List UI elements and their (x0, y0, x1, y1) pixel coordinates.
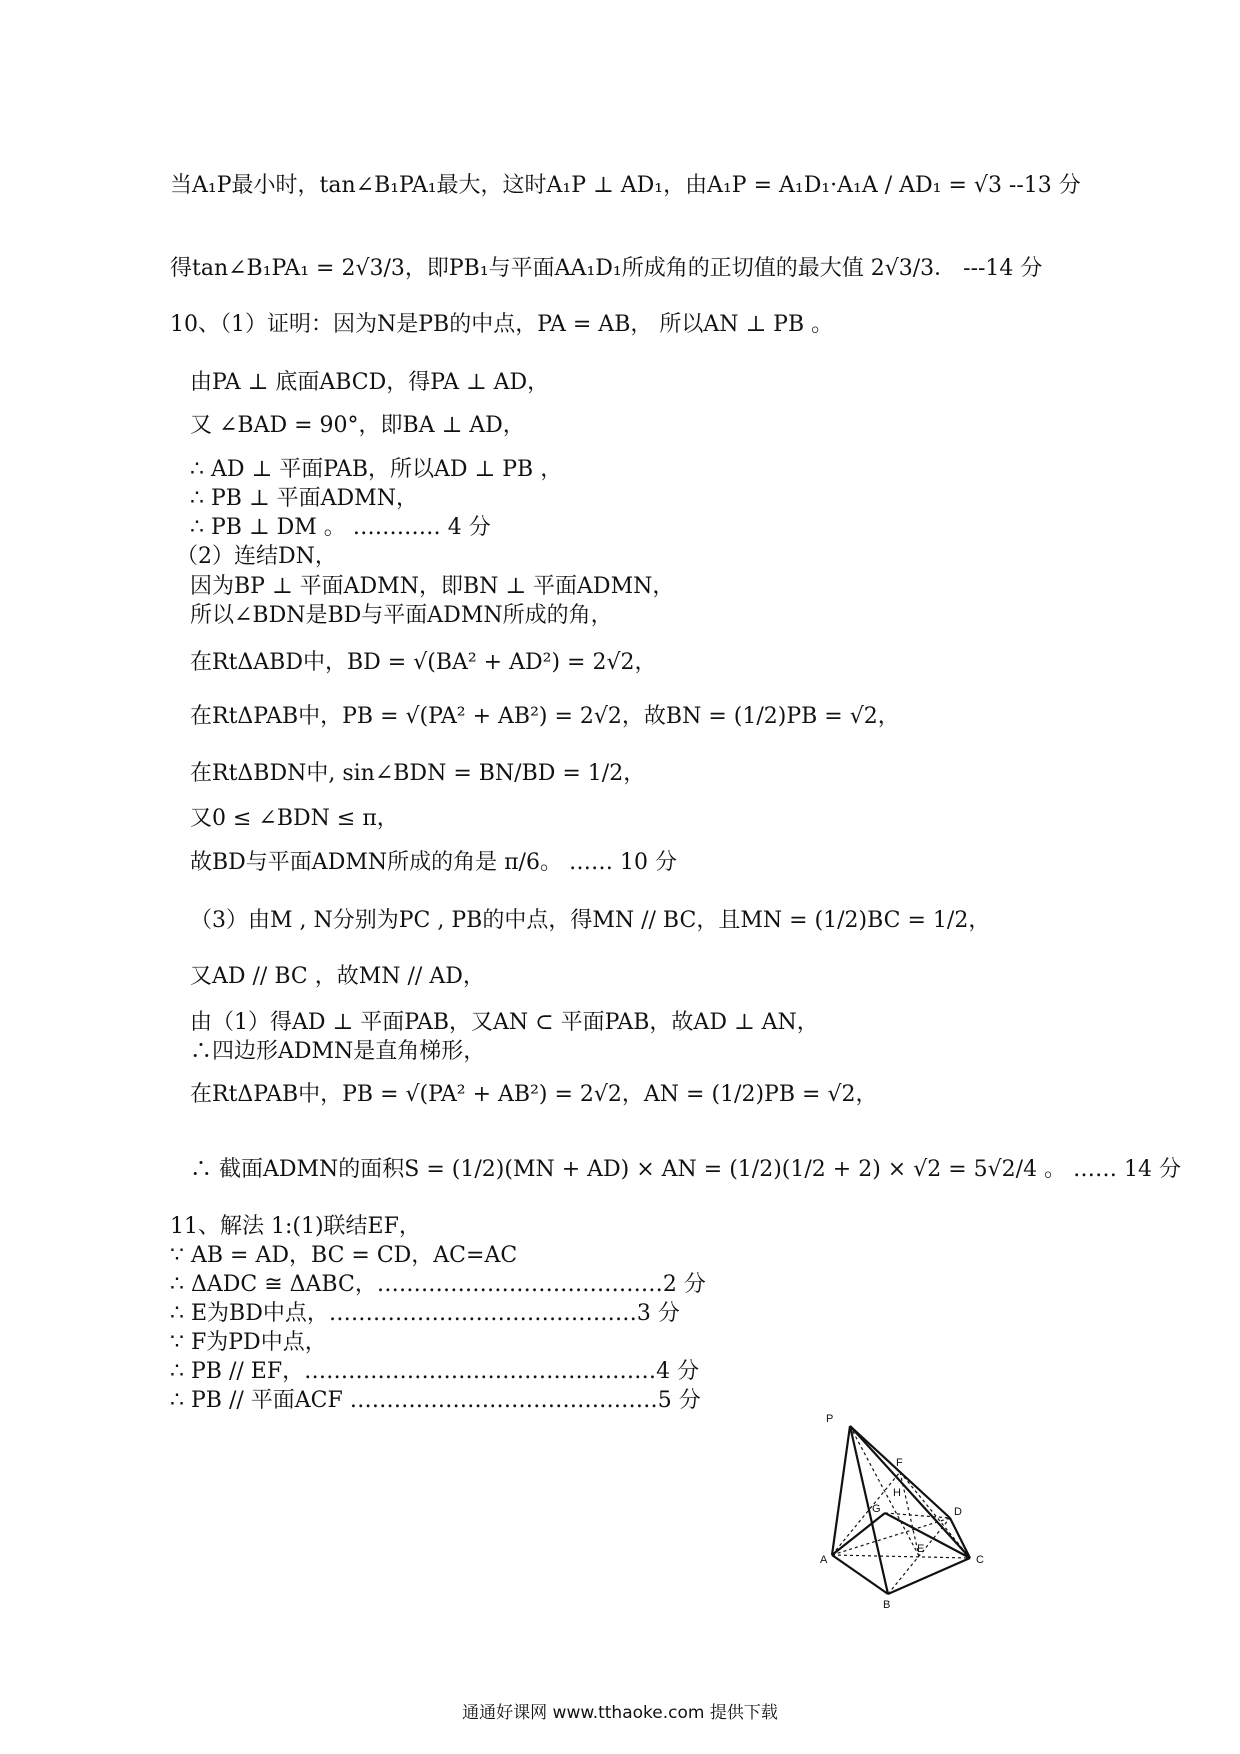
label-b: B (883, 1599, 891, 1611)
page-footer: 通通好课网 www.tthaoke.com 提供下载 (462, 1703, 778, 1723)
figure-solid-edges (832, 1426, 970, 1594)
label-p: P (826, 1413, 834, 1425)
text-line: 又 ∠BAD = 90°，即BA ⊥ AD， (190, 413, 525, 438)
text-line: 当A₁P最小时，tan∠B₁PA₁最大，这时A₁P ⊥ AD₁，由A₁P = A₁D₁·A₁A / AD₁ = √3 --13 分 (170, 173, 1081, 198)
label-f: F (896, 1457, 903, 1469)
label-d: D (954, 1506, 962, 1518)
text-line: 11、解法 1:(1)联结EF， (170, 1214, 421, 1239)
text-line: 由PA ⊥ 底面ABCD，得PA ⊥ AD， (190, 370, 550, 395)
edge-gc (885, 1513, 970, 1558)
text-line: ∴ E为BD中点，……………………………………3 分 (170, 1301, 680, 1326)
text-line: 又0 ≤ ∠BDN ≤ π， (190, 806, 399, 831)
text-line: ∴ 截面ADMN的面积S = (1/2)(MN + AD) × AN = (1/2)(1/2 + 2) × √2 = 5√2/4 。 …… 14 分 (190, 1157, 1182, 1182)
text-line: ∴ ΔADC ≅ ΔABC，…………………………………2 分 (170, 1272, 706, 1297)
edge-ac (832, 1555, 970, 1558)
text-line: 又AD // BC ，故MN // AD， (190, 964, 485, 989)
text-line: （3）由M , N分别为PC , PB的中点，得MN // BC，且MN = (1/2)BC = 1/2， (190, 908, 991, 933)
text-line: 所以∠BDN是BD与平面ADMN所成的角， (190, 603, 613, 628)
text-line: 故BD与平面ADMN所成的角是 π/6。 …… 10 分 (190, 850, 677, 875)
pyramid-figure (820, 1408, 1050, 1648)
label-a: A (820, 1554, 828, 1566)
edge-pb (850, 1426, 888, 1594)
text-line: 10、（1）证明：因为N是PB的中点，PA = AB， 所以AN ⊥ PB 。 (170, 312, 834, 337)
text-line: 因为BP ⊥ 平面ADMN，即BN ⊥ 平面ADMN， (190, 574, 675, 599)
text-line: ∵ AB = AD，BC = CD，AC=AC (170, 1243, 518, 1268)
text-line: （2）连结DN， (176, 544, 337, 569)
text-line: ∴ PB ⊥ DM 。 ………… 4 分 (190, 515, 491, 540)
edge-bc (888, 1558, 970, 1594)
text-line: ∴ AD ⊥ 平面PAB，所以AD ⊥ PB ， (190, 457, 563, 482)
label-c: C (976, 1554, 984, 1566)
text-line: 在RtΔPAB中，PB = √(PA² + AB²) = 2√2，AN = (1/2)PB = √2， (190, 1082, 878, 1107)
label-h: H (893, 1487, 901, 1499)
text-line: 在RtΔABD中，BD = √(BA² + AD²) = 2√2， (190, 650, 657, 675)
label-e: E (917, 1543, 925, 1555)
edge-ad (832, 1518, 950, 1555)
text-line: 得tan∠B₁PA₁ = 2√3/3，即PB₁与平面AA₁D₁所成角的正切值的最大值 2√3/3． ---14 分 (170, 256, 1043, 281)
label-g: G (872, 1503, 881, 1515)
text-line: ∴四边形ADMN是直角梯形， (190, 1039, 486, 1064)
text-line: ∵ F为PD中点， (170, 1330, 327, 1355)
text-line: ∴ PB ⊥ 平面ADMN， (190, 486, 418, 511)
text-line: 由（1）得AD ⊥ 平面PAB，又AN ⊂ 平面PAB，故AD ⊥ AN， (190, 1010, 819, 1035)
text-line: ∴ PB // 平面ACF ……………………………………5 分 (170, 1388, 701, 1413)
text-line: ∴ PB // EF，…………………………………………4 分 (170, 1359, 700, 1384)
figure-labels (820, 1413, 984, 1611)
text-line: 在RtΔPAB中，PB = √(PA² + AB²) = 2√2，故BN = (1/2)PB = √2， (190, 704, 900, 729)
text-line: 在RtΔBDN中, sin∠BDN = BN/BD = 1/2， (190, 761, 646, 786)
